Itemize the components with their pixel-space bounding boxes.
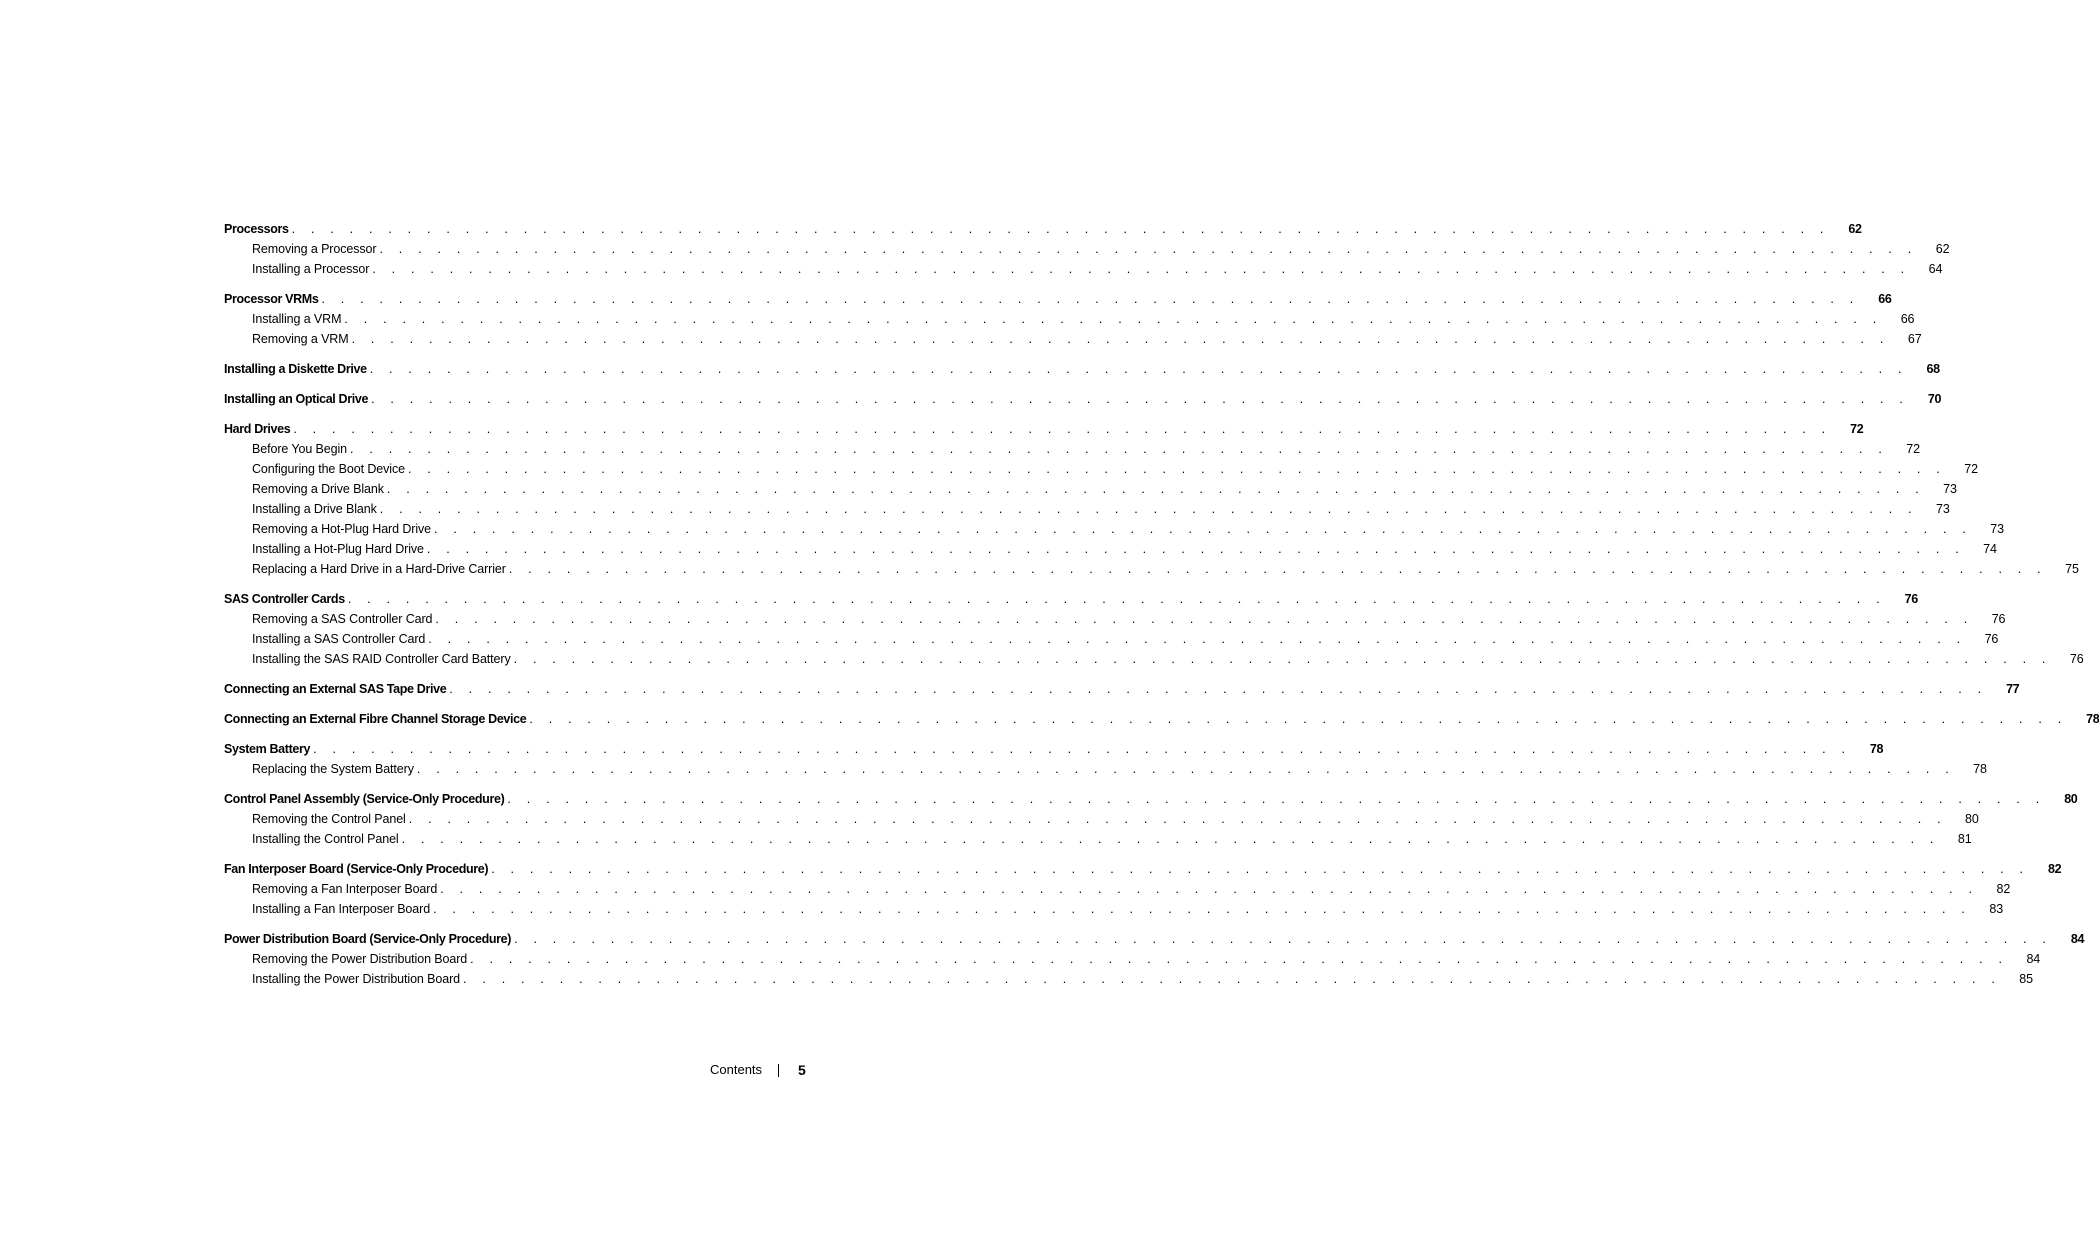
toc-entry-page-number: 73 bbox=[1943, 482, 1957, 496]
toc-subsection-entry[interactable] bbox=[224, 329, 1922, 349]
toc-entry-title: Installing a Processor bbox=[252, 259, 372, 279]
toc-entry-title: Processors bbox=[224, 219, 292, 239]
toc-entry-page-number: 81 bbox=[1957, 832, 1972, 846]
toc-section-entry[interactable] bbox=[224, 789, 2078, 809]
toc-entry-page-number: 76 bbox=[1984, 632, 1999, 646]
page-footer bbox=[700, 1060, 810, 1080]
toc-entry-title: Installing a Diskette Drive bbox=[224, 359, 370, 379]
toc-section-entry[interactable] bbox=[224, 679, 2020, 699]
dot-leader: . . . . . . . . . . . . . . . . . . . . . . . . . . . . . . . . . . . . . . . . . . . . . . . . . . . . . . . . . . . . . . . . . . . . . . . . . . . . . . . . bbox=[463, 972, 2002, 986]
dot-leader: . . . . . . . . . . . . . . . . . . . . . . . . . . . . . . . . . . . . . . . . . . . . . . . . . . . . . . . . . . . . . . . . . . . . . . . . . . . . . . . . bbox=[321, 292, 1860, 306]
toc-entry-title: SAS Controller Cards bbox=[224, 589, 348, 609]
toc-subsection-entry[interactable] bbox=[224, 559, 2079, 579]
toc-entry-page-number: 73 bbox=[1936, 502, 1950, 516]
toc-entry-title: Removing the Power Distribution Board bbox=[252, 949, 470, 969]
toc-entry-page-number: 82 bbox=[1996, 882, 2011, 896]
toc-section-entry[interactable] bbox=[224, 219, 1862, 239]
dot-leader: . . . . . . . . . . . . . . . . . . . . . . . . . . . . . . . . . . . . . . . . . . . . . . . . . . . . . . . . . . . . . . . . . . . . . . . . . . . . . . . . bbox=[449, 682, 1988, 696]
toc-subsection-entry[interactable] bbox=[224, 969, 2034, 989]
dot-leader: . . . . . . . . . . . . . . . . . . . . . . . . . . . . . . . . . . . . . . . . . . . . . . . . . . . . . . . . . . . . . . . . . . . . . . . . . . . . . . . . bbox=[508, 562, 2047, 576]
toc-entry-page-number: 70 bbox=[1927, 392, 1942, 406]
toc-entry-page-number: 80 bbox=[2064, 792, 2078, 806]
dot-leader: . . . . . . . . . . . . . . . . . . . . . . . . . . . . . . . . . . . . . . . . . . . . . . . . . . . . . . . . . . . . . . . . . . . . . . . . . . . . . . . . bbox=[347, 592, 1886, 606]
toc-entry-page-number: 84 bbox=[2070, 932, 2085, 946]
toc-entry-title: Removing a Hot-Plug Hard Drive bbox=[252, 519, 434, 539]
toc-subsection-entry[interactable] bbox=[224, 539, 1997, 559]
toc-entry-title: Removing the Control Panel bbox=[252, 809, 409, 829]
toc-entry-page-number: 77 bbox=[2006, 682, 2020, 696]
footer-section-label: Contents bbox=[710, 1062, 763, 1077]
dot-leader: . . . . . . . . . . . . . . . . . . . . . . . . . . . . . . . . . . . . . . . . . . . . . . . . . . . . . . . . . . . . . . . . . . . . . . . . . . . . . . . . bbox=[350, 442, 1889, 456]
toc-entry-title: Installing the SAS RAID Controller Card Battery bbox=[252, 649, 514, 669]
dot-leader: . . . . . . . . . . . . . . . . . . . . . . . . . . . . . . . . . . . . . . . . . . . . . . . . . . . . . . . . . . . . . . . . . . . . . . . . . . . . . . . . bbox=[435, 612, 1974, 626]
toc-subsection-entry[interactable] bbox=[224, 899, 2004, 919]
toc-entry-title: Connecting an External SAS Tape Drive bbox=[224, 679, 449, 699]
dot-leader: . . . . . . . . . . . . . . . . . . . . . . . . . . . . . . . . . . . . . . . . . . . . . . . . . . . . . . . . . . . . . . . . . . . . . . . . . . . . . . . . bbox=[529, 712, 2068, 726]
toc-entry-page-number: 84 bbox=[2026, 952, 2041, 966]
toc-entry-page-number: 78 bbox=[1869, 742, 1884, 756]
toc-entry-title: Installing a VRM bbox=[252, 309, 344, 329]
toc-entry-title: Installing a Hot-Plug Hard Drive bbox=[252, 539, 427, 559]
dot-leader: . . . . . . . . . . . . . . . . . . . . . . . . . . . . . . . . . . . . . . . . . . . . . . . . . . . . . . . . . . . . . . . . . . . . . . . . . . . . . . . . bbox=[407, 462, 1946, 476]
dot-leader: . . . . . . . . . . . . . . . . . . . . . . . . . . . . . . . . . . . . . . . . . . . . . . . . . . . . . . . . . . . . . . . . . . . . . . . . . . . . . . . . bbox=[514, 932, 2053, 946]
toc-subsection-entry[interactable] bbox=[224, 309, 1915, 329]
toc-entry-page-number: 82 bbox=[2047, 862, 2062, 876]
dot-leader: . . . . . . . . . . . . . . . . . . . . . . . . . . . . . . . . . . . . . . . . . . . . . . . . . . . . . . . . . . . . . . . . . . . . . . . . . . . . . . . . bbox=[470, 952, 2009, 966]
toc-entry-title: Installing a Fan Interposer Board bbox=[252, 899, 433, 919]
toc-entry-title: Replacing a Hard Drive in a Hard-Drive Carrier bbox=[252, 559, 509, 579]
toc-subsection-entry[interactable] bbox=[224, 829, 1972, 849]
toc-section-entry[interactable] bbox=[224, 929, 2085, 949]
toc-entry-page-number: 64 bbox=[1928, 262, 1943, 276]
toc-entry-page-number: 83 bbox=[1989, 902, 2004, 916]
toc-subsection-entry[interactable] bbox=[224, 499, 1950, 519]
toc-entry-title: Installing an Optical Drive bbox=[224, 389, 371, 409]
toc-section-entry[interactable] bbox=[224, 389, 1942, 409]
table-of-contents bbox=[224, 219, 2099, 989]
toc-entry-page-number: 78 bbox=[1973, 762, 1987, 776]
toc-entry-page-number: 62 bbox=[1848, 222, 1862, 236]
dot-leader: . . . . . . . . . . . . . . . . . . . . . . . . . . . . . . . . . . . . . . . . . . . . . . . . . . . . . . . . . . . . . . . . . . . . . . . . . . . . . . . . bbox=[293, 422, 1832, 436]
dot-leader: . . . . . . . . . . . . . . . . . . . . . . . . . . . . . . . . . . . . . . . . . . . . . . . . . . . . . . . . . . . . . . . . . . . . . . . . . . . . . . . . bbox=[344, 312, 1883, 326]
toc-entry-title: Replacing the System Battery bbox=[252, 759, 417, 779]
toc-entry-page-number: 72 bbox=[1964, 462, 1978, 476]
toc-entry-title: Installing the Power Distribution Board bbox=[252, 969, 463, 989]
toc-entry-page-number: 68 bbox=[1926, 362, 1940, 376]
toc-entry-page-number: 80 bbox=[1965, 812, 1979, 826]
dot-leader: . . . . . . . . . . . . . . . . . . . . . . . . . . . . . . . . . . . . . . . . . . . . . . . . . . . . . . . . . . . . . . . . . . . . . . . . . . . . . . . . bbox=[379, 502, 1918, 516]
toc-entry-title: Power Distribution Board (Service-Only Procedure) bbox=[224, 929, 514, 949]
toc-section-entry[interactable] bbox=[224, 419, 1864, 439]
toc-section-entry[interactable] bbox=[224, 859, 2062, 879]
toc-subsection-entry[interactable] bbox=[224, 519, 2005, 539]
toc-entry-title: Removing a Fan Interposer Board bbox=[252, 879, 440, 899]
toc-entry-page-number: 85 bbox=[2019, 972, 2034, 986]
toc-entry-title: Connecting an External Fibre Channel Storage Device bbox=[224, 709, 529, 729]
toc-entry-page-number: 66 bbox=[1900, 312, 1915, 326]
toc-entry-page-number: 72 bbox=[1850, 422, 1864, 436]
dot-leader: . . . . . . . . . . . . . . . . . . . . . . . . . . . . . . . . . . . . . . . . . . . . . . . . . . . . . . . . . . . . . . . . . . . . . . . . . . . . . . . . bbox=[491, 862, 2030, 876]
dot-leader: . . . . . . . . . . . . . . . . . . . . . . . . . . . . . . . . . . . . . . . . . . . . . . . . . . . . . . . . . . . . . . . . . . . . . . . . . . . . . . . . bbox=[428, 632, 1967, 646]
toc-entry-title: Before You Begin bbox=[252, 439, 350, 459]
toc-entry-page-number: 76 bbox=[1991, 612, 2006, 626]
toc-entry-page-number: 73 bbox=[1990, 522, 2005, 536]
dot-leader: . . . . . . . . . . . . . . . . . . . . . . . . . . . . . . . . . . . . . . . . . . . . . . . . . . . . . . . . . . . . . . . . . . . . . . . . . . . . . . . . bbox=[313, 742, 1852, 756]
toc-entry-title: Removing a Drive Blank bbox=[252, 479, 387, 499]
dot-leader: . . . . . . . . . . . . . . . . . . . . . . . . . . . . . . . . . . . . . . . . . . . . . . . . . . . . . . . . . . . . . . . . . . . . . . . . . . . . . . . . bbox=[372, 262, 1911, 276]
toc-entry-title: Removing a Processor bbox=[252, 239, 379, 259]
dot-leader: . . . . . . . . . . . . . . . . . . . . . . . . . . . . . . . . . . . . . . . . . . . . . . . . . . . . . . . . . . . . . . . . . . . . . . . . . . . . . . . . bbox=[426, 542, 1965, 556]
toc-entry-title: Fan Interposer Board (Service-Only Procedure) bbox=[224, 859, 491, 879]
toc-entry-title: Installing a Drive Blank bbox=[252, 499, 380, 519]
footer-divider bbox=[778, 1064, 779, 1077]
toc-entry-page-number: 67 bbox=[1907, 332, 1922, 346]
dot-leader: . . . . . . . . . . . . . . . . . . . . . . . . . . . . . . . . . . . . . . . . . . . . . . . . . . . . . . . . . . . . . . . . . . . . . . . . . . . . . . . . bbox=[371, 392, 1910, 406]
toc-section-entry[interactable] bbox=[224, 589, 1918, 609]
dot-leader: . . . . . . . . . . . . . . . . . . . . . . . . . . . . . . . . . . . . . . . . . . . . . . . . . . . . . . . . . . . . . . . . . . . . . . . . . . . . . . . . bbox=[351, 332, 1890, 346]
toc-subsection-entry[interactable] bbox=[224, 479, 1957, 499]
toc-entry-page-number: 76 bbox=[2069, 652, 2084, 666]
toc-section-entry[interactable] bbox=[224, 709, 2099, 729]
dot-leader: . . . . . . . . . . . . . . . . . . . . . . . . . . . . . . . . . . . . . . . . . . . . . . . . . . . . . . . . . . . . . . . . . . . . . . . . . . . . . . . . bbox=[401, 832, 1940, 846]
toc-subsection-entry[interactable] bbox=[224, 459, 1978, 479]
toc-entry-title: Removing a VRM bbox=[252, 329, 352, 349]
dot-leader: . . . . . . . . . . . . . . . . . . . . . . . . . . . . . . . . . . . . . . . . . . . . . . . . . . . . . . . . . . . . . . . . . . . . . . . . . . . . . . . . bbox=[379, 242, 1918, 256]
dot-leader: . . . . . . . . . . . . . . . . . . . . . . . . . . . . . . . . . . . . . . . . . . . . . . . . . . . . . . . . . . . . . . . . . . . . . . . . . . . . . . . . bbox=[386, 482, 1925, 496]
toc-subsection-entry[interactable] bbox=[224, 949, 2041, 969]
dot-leader: . . . . . . . . . . . . . . . . . . . . . . . . . . . . . . . . . . . . . . . . . . . . . . . . . . . . . . . . . . . . . . . . . . . . . . . . . . . . . . . . bbox=[434, 522, 1973, 536]
dot-leader: . . . . . . . . . . . . . . . . . . . . . . . . . . . . . . . . . . . . . . . . . . . . . . . . . . . . . . . . . . . . . . . . . . . . . . . . . . . . . . . . bbox=[433, 902, 1972, 916]
toc-entry-title: Configuring the Boot Device bbox=[252, 459, 408, 479]
toc-entry-page-number: 72 bbox=[1906, 442, 1921, 456]
toc-section-entry[interactable] bbox=[224, 739, 1884, 759]
toc-entry-page-number: 75 bbox=[2065, 562, 2079, 576]
toc-entry-page-number: 66 bbox=[1878, 292, 1892, 306]
toc-entry-page-number: 76 bbox=[1904, 592, 1918, 606]
toc-entry-title: Removing a SAS Controller Card bbox=[252, 609, 435, 629]
toc-subsection-entry[interactable] bbox=[224, 239, 1950, 259]
dot-leader: . . . . . . . . . . . . . . . . . . . . . . . . . . . . . . . . . . . . . . . . . . . . . . . . . . . . . . . . . . . . . . . . . . . . . . . . . . . . . . . . bbox=[369, 362, 1908, 376]
toc-entry-title: Installing a SAS Controller Card bbox=[252, 629, 428, 649]
toc-entry-page-number: 78 bbox=[2086, 712, 2099, 726]
toc-subsection-entry[interactable] bbox=[224, 809, 1979, 829]
dot-leader: . . . . . . . . . . . . . . . . . . . . . . . . . . . . . . . . . . . . . . . . . . . . . . . . . . . . . . . . . . . . . . . . . . . . . . . . . . . . . . . . bbox=[440, 882, 1979, 896]
toc-subsection-entry[interactable] bbox=[224, 439, 1921, 459]
toc-subsection-entry[interactable] bbox=[224, 259, 1943, 279]
dot-leader: . . . . . . . . . . . . . . . . . . . . . . . . . . . . . . . . . . . . . . . . . . . . . . . . . . . . . . . . . . . . . . . . . . . . . . . . . . . . . . . . bbox=[507, 792, 2046, 806]
toc-entry-page-number: 74 bbox=[1983, 542, 1997, 556]
dot-leader: . . . . . . . . . . . . . . . . . . . . . . . . . . . . . . . . . . . . . . . . . . . . . . . . . . . . . . . . . . . . . . . . . . . . . . . . . . . . . . . . bbox=[513, 652, 2052, 666]
toc-entry-title: System Battery bbox=[224, 739, 313, 759]
toc-subsection-entry[interactable] bbox=[224, 649, 2084, 669]
toc-entry-page-number: 62 bbox=[1935, 242, 1950, 256]
toc-entry-title: Control Panel Assembly (Service-Only Procedure) bbox=[224, 789, 507, 809]
page-number: 5 bbox=[798, 1062, 806, 1078]
toc-entry-title: Processor VRMs bbox=[224, 289, 321, 309]
toc-entry-title: Installing the Control Panel bbox=[252, 829, 402, 849]
toc-section-entry[interactable] bbox=[224, 359, 1940, 379]
toc-subsection-entry[interactable] bbox=[224, 609, 2006, 629]
toc-section-entry[interactable] bbox=[224, 289, 1892, 309]
toc-subsection-entry[interactable] bbox=[224, 759, 1987, 779]
dot-leader: . . . . . . . . . . . . . . . . . . . . . . . . . . . . . . . . . . . . . . . . . . . . . . . . . . . . . . . . . . . . . . . . . . . . . . . . . . . . . . . . bbox=[416, 762, 1955, 776]
toc-subsection-entry[interactable] bbox=[224, 629, 1999, 649]
dot-leader: . . . . . . . . . . . . . . . . . . . . . . . . . . . . . . . . . . . . . . . . . . . . . . . . . . . . . . . . . . . . . . . . . . . . . . . . . . . . . . . . bbox=[408, 812, 1947, 826]
dot-leader: . . . . . . . . . . . . . . . . . . . . . . . . . . . . . . . . . . . . . . . . . . . . . . . . . . . . . . . . . . . . . . . . . . . . . . . . . . . . . . . . bbox=[291, 222, 1830, 236]
toc-entry-title: Hard Drives bbox=[224, 419, 293, 439]
toc-subsection-entry[interactable] bbox=[224, 879, 2011, 899]
